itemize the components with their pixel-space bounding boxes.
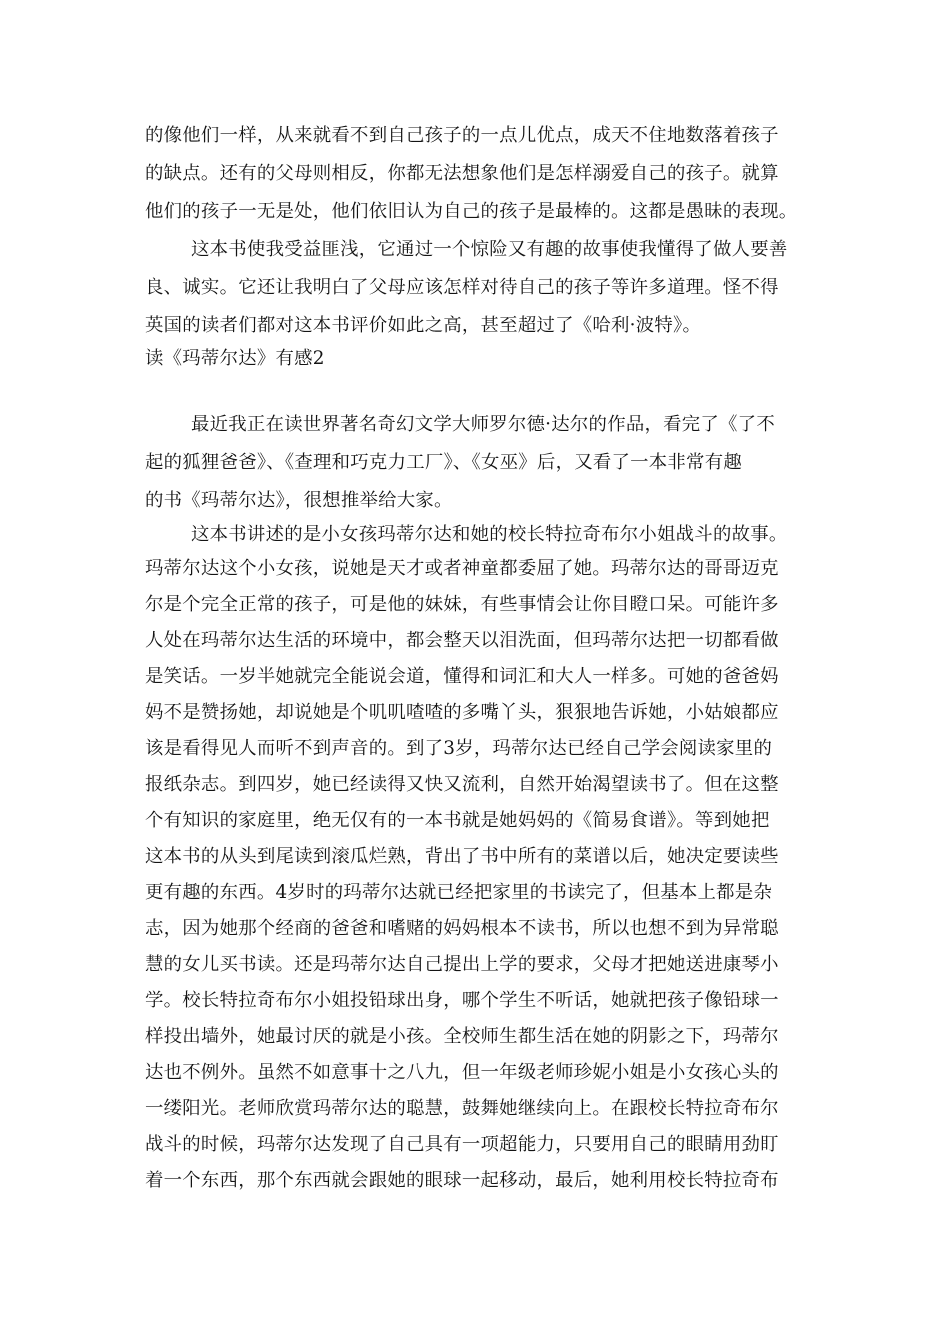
text-line: 起的狐狸爸爸》、《查理和巧克力工厂》、《女巫》后，又看了一本非常有趣: [145, 452, 742, 473]
text-line: 的像他们一样，从来就看不到自己孩子的一点儿优点，成天不住地数落着孩子: [145, 125, 779, 146]
text-line: 样投出墙外，她最讨厌的就是小孩。全校师生都生活在她的阴影之下，玛蒂尔: [145, 1026, 779, 1047]
text-line: 该是看得见人而听不到声音的。到了3岁，玛蒂尔达已经自己学会阅读家里的: [145, 738, 773, 759]
text-line: 人处在玛蒂尔达生活的环境中，都会整天以泪洗面，但玛蒂尔达把一切都看做: [145, 630, 779, 651]
text-line: 玛蒂尔达这个小女孩，说她是天才或者神童都委屈了她。玛蒂尔达的哥哥迈克: [145, 558, 779, 579]
text-line: 慧的女儿买书读。还是玛蒂尔达自己提出上学的要求，父母才把她送进康琴小: [145, 954, 779, 975]
paragraph-first-line: 这本书讲述的是小女孩玛蒂尔达和她的校长特拉奇布尔小姐战斗的故事。: [191, 524, 788, 545]
text-line: 战斗的时候，玛蒂尔达发现了自己具有一项超能力，只要用自己的眼睛用劲盯: [145, 1134, 779, 1155]
section-title: 读《玛蒂尔达》有感2: [145, 348, 325, 369]
text-line: 着一个东西，那个东西就会跟她的眼球一起移动，最后，她利用校长特拉奇布: [145, 1170, 779, 1191]
text-line: 英国的读者们都对这本书评价如此之高，甚至超过了《哈利·波特》。: [145, 315, 702, 336]
text-line: 妈不是赞扬她，却说她是个叽叽喳喳的多嘴丫头，狠狠地告诉她，小姑娘都应: [145, 702, 779, 723]
paragraph-first-line: 最近我正在读世界著名奇幻文学大师罗尔德·达尔的作品，看完了《了不: [191, 414, 775, 435]
text-line: 尔是个完全正常的孩子，可是他的妹妹，有些事情会让你目瞪口呆。可能许多: [145, 594, 779, 615]
text-line: 志，因为她那个经商的爸爸和嗜赌的妈妈根本不读书，所以也想不到为异常聪: [145, 918, 779, 939]
text-line: 学。校长特拉奇布尔小姐投铅球出身，哪个学生不听话，她就把孩子像铅球一: [145, 990, 779, 1011]
text-line: 的书《玛蒂尔达》，很想推举给大家。: [145, 490, 453, 511]
text-line: 达也不例外。虽然不如意事十之八九，但一年级老师珍妮小姐是小女孩心头的: [145, 1062, 779, 1083]
paragraph-first-line: 这本书使我受益匪浅，它通过一个惊险又有趣的故事使我懂得了做人要善: [191, 239, 788, 260]
text-line: 一缕阳光。老师欣赏玛蒂尔达的聪慧，鼓舞她继续向上。在跟校长特拉奇布尔: [145, 1098, 779, 1119]
text-line: 更有趣的东西。4岁时的玛蒂尔达就已经把家里的书读完了，但基本上都是杂: [145, 882, 773, 903]
text-line: 个有知识的家庭里，绝无仅有的一本书就是她妈妈的《简易食谱》。等到她把: [145, 810, 770, 831]
text-line: 他们的孩子一无是处，他们依旧认为自己的孩子是最棒的。这都是愚昧的表现。: [145, 201, 798, 222]
text-line: 良、诚实。它还让我明白了父母应该怎样对待自己的孩子等许多道理。怪不得: [145, 277, 779, 298]
text-line: 的缺点。还有的父母则相反，你都无法想象他们是怎样溺爱自己的孩子。就算: [145, 163, 779, 184]
text-line: 这本书的从头到尾读到滚瓜烂熟，背出了书中所有的菜谱以后，她决定要读些: [145, 846, 779, 867]
text-line: 报纸杂志。到四岁，她已经读得又快又流利，自然开始渴望读书了。但在这整: [145, 774, 779, 795]
text-line: 是笑话。一岁半她就完全能说会道，懂得和词汇和大人一样多。可她的爸爸妈: [145, 666, 779, 687]
